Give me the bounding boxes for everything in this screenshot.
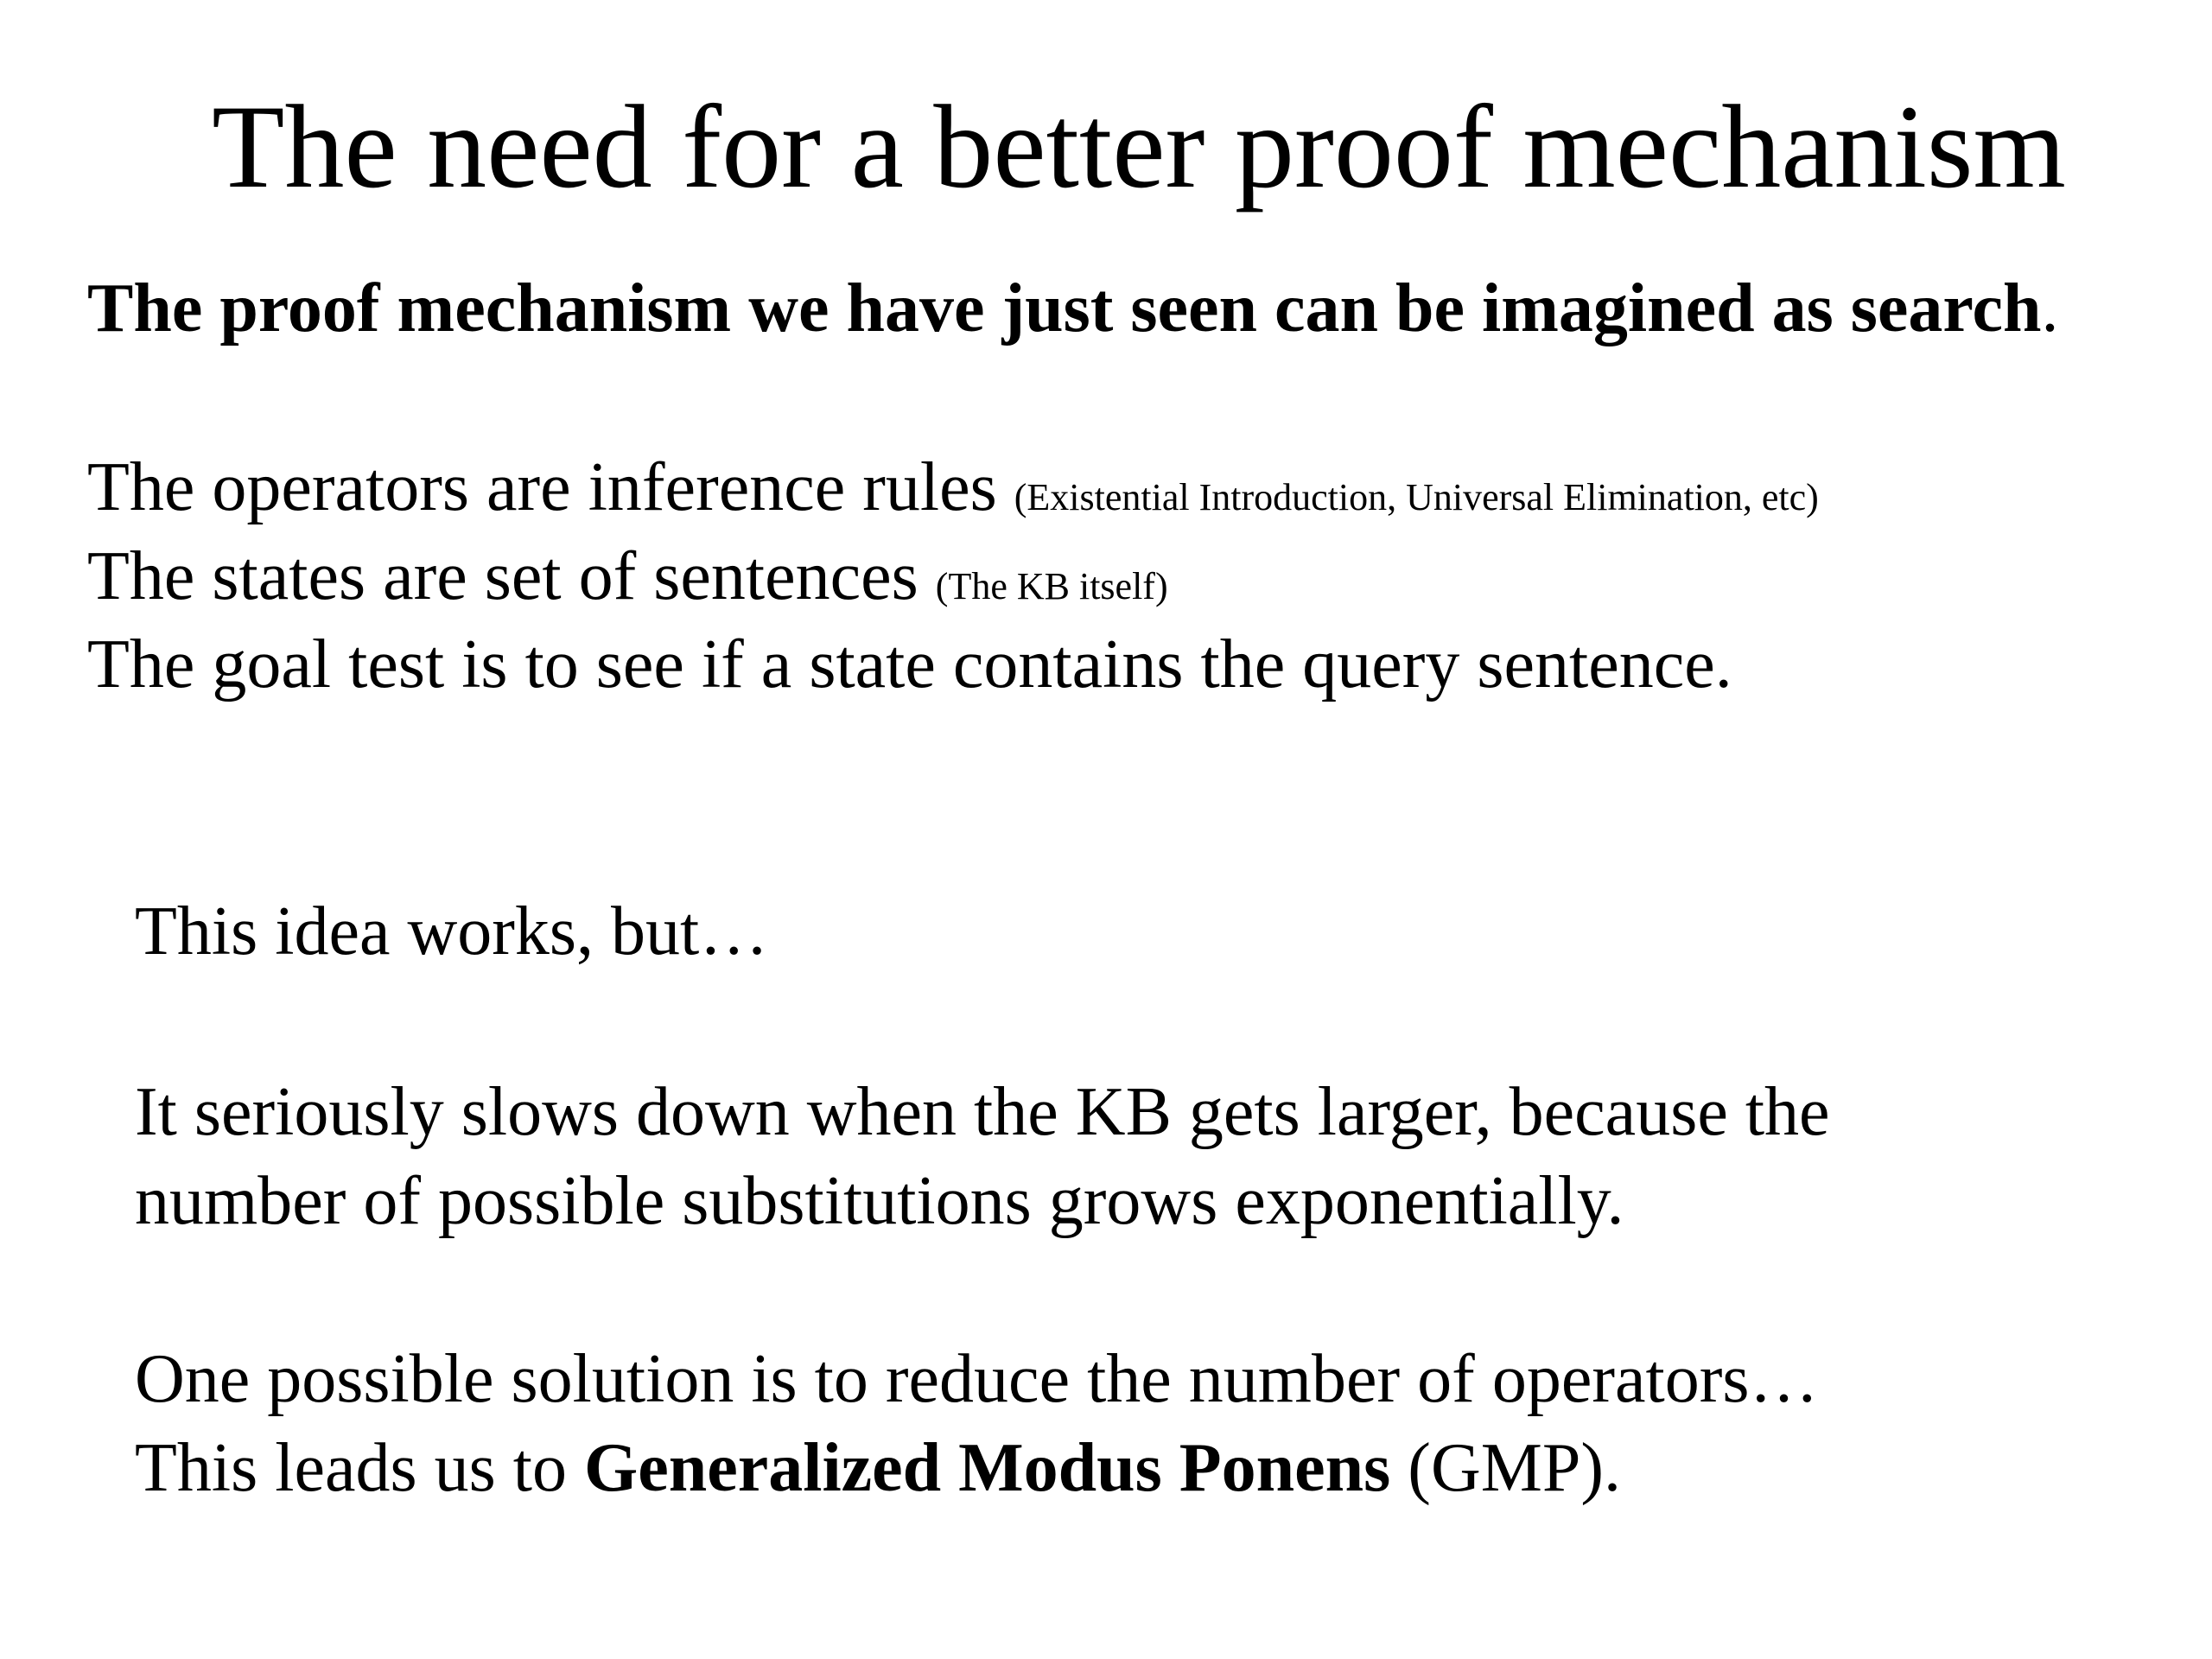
solution-line-1: One possible solution is to reduce the number of operators… [135,1341,1819,1417]
lead-bold-text: The proof mechanism we have just seen can be imagined as search [87,270,2042,346]
gmp-term: Generalized Modus Ponens [583,1430,1391,1506]
solution-line-2 [135,1424,1621,1513]
solution-suffix: (GMP). [1390,1430,1621,1506]
problem-line-2: number of possible substitutions grows exponentially. [135,1163,1624,1239]
states-line [87,533,1168,630]
operators-line [87,444,1819,541]
lead-sentence [87,265,2058,352]
operators-text: The operators are inference rules [87,449,1014,525]
states-text: The states are set of sentences [87,538,936,614]
works-but-line: This idea works, but… [135,893,769,969]
lead-period: . [2041,270,2059,346]
slide-title: The need for a better proof mechanism [212,80,2066,213]
goal-text: The goal test is to see if a state contains the query sentence. [87,626,1732,702]
solution-prefix: This leads us to [135,1430,584,1506]
states-note: (The KB itself) [935,565,1168,607]
problem-line-1: It seriously slows down when the KB gets larger, because the [135,1074,1830,1150]
goal-line [87,621,1732,708]
operators-note: (Existential Introduction, Universal Elimination, etc) [1014,476,1819,518]
